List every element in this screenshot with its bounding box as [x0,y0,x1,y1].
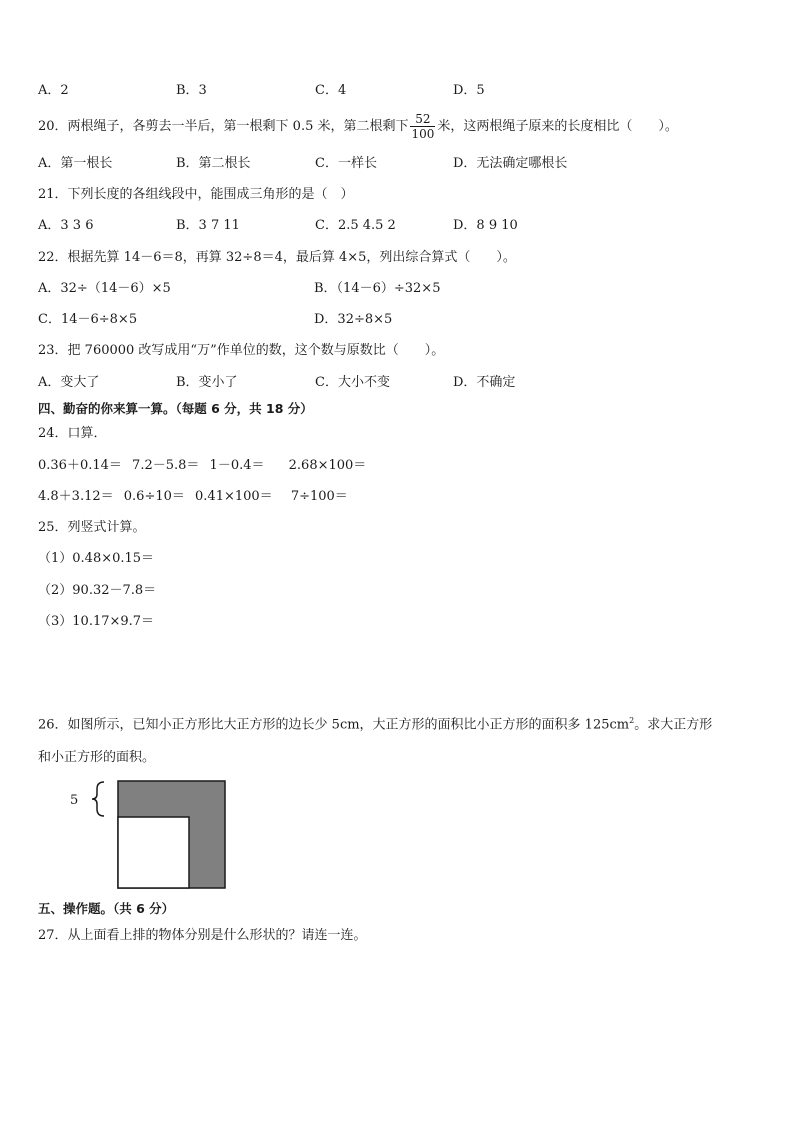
q25-item-3: （3）10.17×9.7＝ [38,614,155,629]
q24-item: 1－0.4＝ [209,458,265,473]
q26-stem-line1 [38,712,712,734]
q20-fraction [410,112,435,141]
q23-option-b[interactable]: B．变小了 [176,375,238,390]
q24-item: 0.41×100＝ [195,489,273,504]
q27-stem: 27．从上面看上排的物体分别是什么形状的？请连一连。 [38,928,367,943]
q24-item: 7÷100＝ [290,489,348,504]
q26-stem-line2: 和小正方形的面积。 [38,750,156,765]
q21-option-d[interactable]: D．8 9 10 [453,218,518,233]
q25-item-2: （2）90.32－7.8＝ [38,583,157,598]
q26-stem-line1-pre: 26．如图所示，已知小正方形比大正方形的边长少 5cm，大正方形的面积比小正方形的面积多 125cm [38,717,630,733]
q24-item: 0.6÷10＝ [123,489,185,504]
q26-superscript: 2 [629,716,635,725]
q22-option-b[interactable]: B．（14－6）÷32×5 [314,281,441,296]
q20-fraction-numerator: 52 [410,112,435,127]
q21-option-c[interactable]: C．2.5 4.5 2 [315,218,396,233]
q26-squares-figure [66,778,236,894]
q22-option-d[interactable]: D．32÷8×5 [314,312,393,327]
q20-stem-post: 米，这两根绳子原来的长度相比（ ）。 [437,119,678,134]
q24-item: 0.36＋0.14＝ [38,458,122,473]
brace-icon [92,782,104,816]
q23-option-c[interactable]: C．大小不变 [315,375,390,390]
q20-option-d[interactable]: D．无法确定哪根长 [453,156,568,171]
q23-option-a[interactable]: A．变大了 [38,375,100,390]
q22-stem: 22．根据先算 14－6＝8，再算 32÷8＝4，最后算 4×5，列出综合算式（ ）。 [38,250,516,265]
q24-stem: 24．口算． [38,426,107,441]
q25-item-1: （1）0.48×0.15＝ [38,551,155,566]
q26-stem-line1-post: 。求大正方形 [634,717,713,733]
q20-option-b[interactable]: B．第二根长 [176,156,251,171]
q24-item: 2.68×100＝ [288,458,367,473]
q19-option-b[interactable]: B．3 [176,83,207,98]
q21-option-a[interactable]: A．3 3 6 [38,218,94,233]
q20-stem [38,110,678,144]
q21-option-b[interactable]: B．3 7 11 [176,218,240,233]
q19-option-a[interactable]: A．2 [38,83,69,98]
section-4-heading: 四、勤奋的你来算一算。（每题 6 分，共 18 分） [38,401,313,416]
q26-figure-label: 5 [70,793,79,808]
q20-fraction-denominator: 100 [411,127,435,141]
q23-stem: 23．把 760000 改写成用“万”作单位的数，这个数与原数比（ ）。 [38,343,445,358]
q19-option-c[interactable]: C．4 [315,83,347,98]
q21-stem: 21．下列长度的各组线段中，能围成三角形的是（ ） [38,187,354,202]
q22-option-a[interactable]: A．32÷（14－6）×5 [38,281,171,296]
q24-item: 7.2－5.8＝ [132,458,200,473]
q24-row1 [38,457,372,475]
q20-option-a[interactable]: A．第一根长 [38,156,113,171]
q26-figure-svg [66,778,236,894]
small-square [118,817,189,888]
q24-row2 [38,488,354,506]
q20-option-c[interactable]: C．一样长 [315,156,377,171]
q24-item: 4.8＋3.12＝ [38,489,114,504]
q22-option-c[interactable]: C．14－6÷8×5 [38,312,138,327]
q20-stem-pre: 20．两根绳子，各剪去一半后，第一根剩下 0.5 米，第二根剩下 [38,119,409,134]
q19-option-d[interactable]: D．5 [453,83,485,98]
q25-stem: 25．列竖式计算。 [38,520,146,535]
q23-option-d[interactable]: D．不确定 [453,375,516,390]
section-5-heading: 五、操作题。（共 6 分） [38,901,175,916]
